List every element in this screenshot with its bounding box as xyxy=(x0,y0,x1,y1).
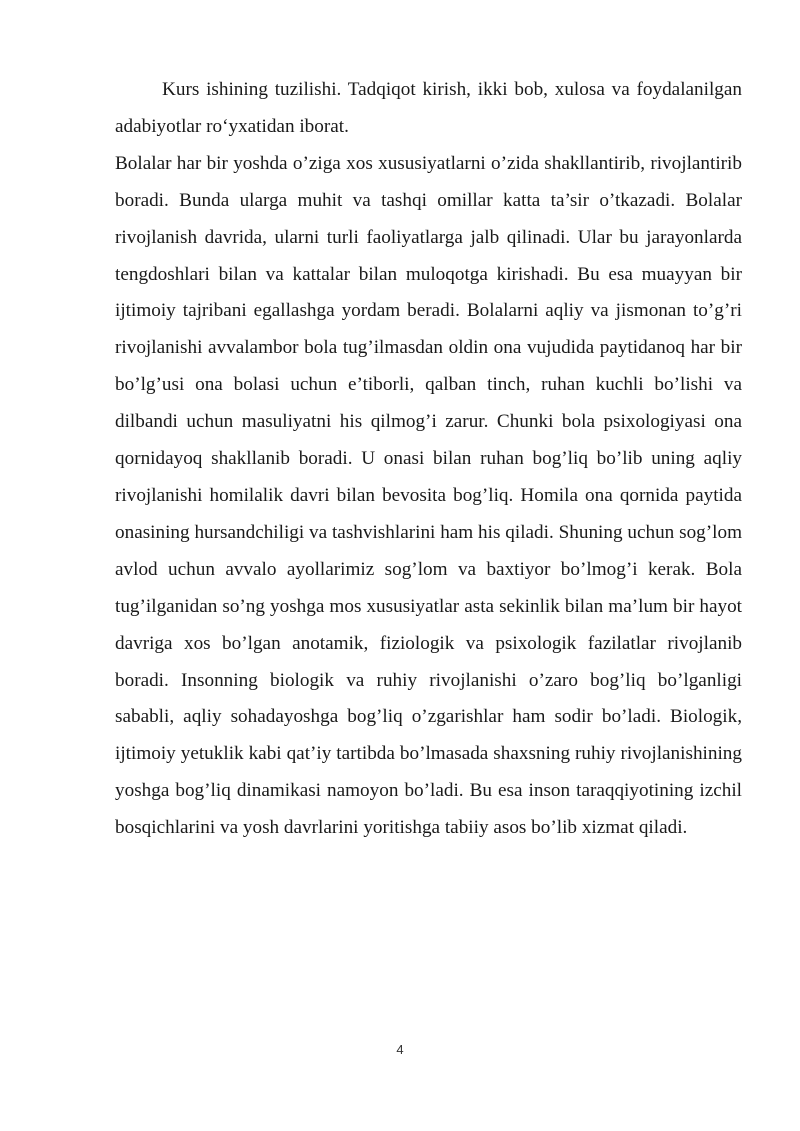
body-text xyxy=(115,72,742,847)
paragraph-structure: Kurs ishining tuzilishi. Tadqiqot kirish, ikki bob, xulosa va foydalanilgan adabiyotlar ro‘yxatidan iborat. xyxy=(115,79,742,137)
page-number: 4 xyxy=(396,1042,404,1057)
paragraph-main: Bolalar har bir yoshda o’ziga xos xususiyatlarni o’zida shakllantirib, rivojlantirib boradi. Bunda ularga muhit va tashqi omillar katta ta’sir o’tkazadi. Bolalar rivojlanish davrida, ularni turli faoliyatlarga jalb qilinadi. Ular bu jarayonlarda tengdoshlari bilan va kattalar bilan muloqotga kirishadi. Bu esa muayyan bir ijtimoiy tajribani egallashga yordam beradi. Bolalarni aqliy va jismonan to’g’ri rivojlanishi avvalambor bola tug’ilmasdan oldin ona vujudida paytidanoq har bir bo’lg’usi ona bolasi uchun e’tiborli, qalban tinch, ruhan kuchli bo’lishi va dilbandi uchun masuliyatni his qilmog’i zarur. Chunki bola psixologiyasi ona qornidayoq shakllanib boradi. U onasi bilan ruhan bog’liq bo’lib uning aqliy rivojlanishi homilalik davri bilan bevosita bog’liq. Homila ona qornida paytida onasining hursandchiligi va tashvishlarini ham his qiladi. Shuning uchun sog’lom avlod uchun avvalo ayollarimiz sog’lom va baxtiyor bo’lmog’i kerak. Bola tug’ilganidan so’ng yoshga mos xususiyatlar asta sekinlik bilan ma’lum bir hayot davriga xos bo’lgan anotamik, fiziologik va psixologik fazilatlar rivojlanib boradi. Insonning biologik va ruhiy rivojlanishi o’zaro bog’liq bo’lganligi sababli, aqliy sohadayoshga bog’liq o’zgarishlar ham sodir bo’ladi. Biologik, ijtimoiy yetuklik kabi qat’iy tartibda bo’lmasada shaxsning ruhiy rivojlanishining yoshga bog’liq dinamikasi namoyon bo’ladi. Bu esa inson taraqqiyotining izchil bosqichlarini va yosh davrlarini yoritishga tabiiy asos bo’lib xizmat qiladi. xyxy=(115,152,742,839)
